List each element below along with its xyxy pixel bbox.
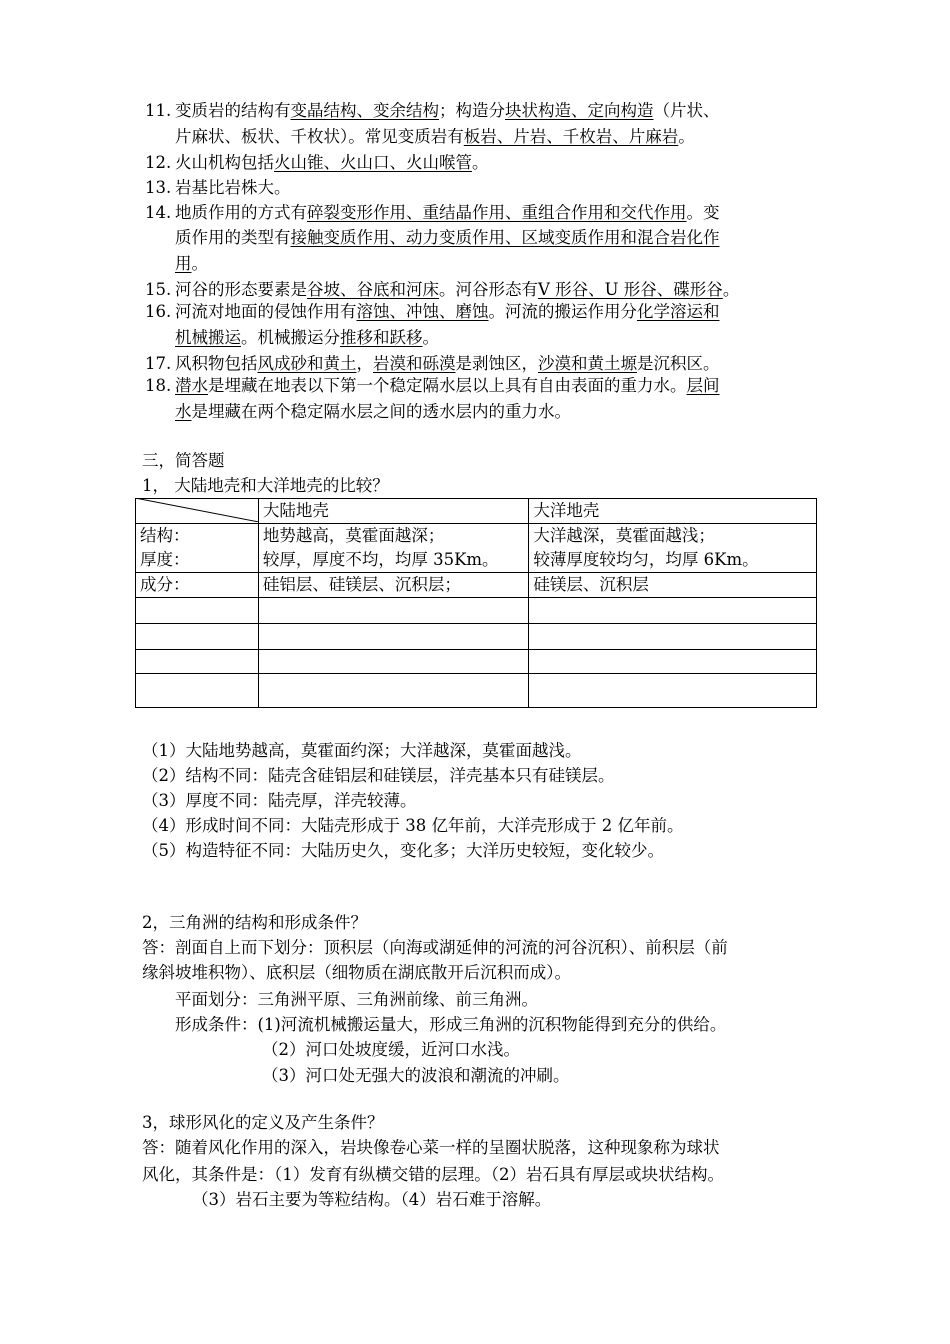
answer-underlined-text: V 形谷、U 形谷、碟形谷 bbox=[538, 280, 723, 299]
answer-underlined-text: 溶蚀、冲蚀、磨蚀 bbox=[356, 302, 489, 321]
item-number: 11. bbox=[145, 101, 172, 120]
fill-blank-item-line bbox=[145, 251, 208, 277]
q1-point: （1）大陆地势越高，莫霍面约深；大洋越深，莫霍面越浅。 bbox=[142, 741, 582, 760]
answer-text: 河流对地面的侵蚀作用有 bbox=[175, 302, 357, 321]
answer-text: 质作用的类型有 bbox=[175, 228, 291, 247]
table-cell bbox=[258, 598, 529, 624]
table-header-cell: 大陆地壳 bbox=[258, 499, 529, 524]
answer-underlined-text: 接触变质作用、动力变质作用、区域变质作用和混合岩化作 bbox=[290, 228, 720, 247]
fill-blank-item-line bbox=[145, 200, 720, 226]
answer-text: ， bbox=[356, 354, 373, 373]
table-row bbox=[136, 598, 817, 624]
answer-text: 是埋藏在两个稳定隔水层之间的透水层内的重力水。 bbox=[191, 402, 571, 421]
answer-text: 河谷的形态要素是 bbox=[175, 280, 307, 299]
fill-blank-item-line bbox=[145, 225, 720, 251]
answer-text: 。河流的搬运作用分 bbox=[488, 302, 637, 321]
answer-text: 。 bbox=[191, 254, 208, 273]
comparison-table bbox=[135, 498, 817, 708]
answer-text: 。 bbox=[472, 153, 489, 172]
answer-underlined-text: 沙漠和黄土塬 bbox=[538, 354, 637, 373]
q3-answer-line: 风化，其条件是：（1）发育有纵横交错的层理。（2）岩石具有厚层或块状结构。 bbox=[142, 1165, 724, 1184]
table-cell bbox=[136, 624, 259, 650]
answer-underlined-text: 化学溶运和 bbox=[637, 302, 720, 321]
fill-blank-item-line bbox=[145, 373, 720, 399]
table-cell: 成分： bbox=[136, 573, 259, 598]
table-cell bbox=[258, 650, 529, 674]
table-cell: 硅铝层、硅镁层、沉积层； bbox=[258, 573, 529, 598]
q1-point: （2）结构不同：陆壳含硅铝层和硅镁层，洋壳基本只有硅镁层。 bbox=[142, 766, 615, 785]
q2-answer-line: 平面划分：三角洲平原、三角洲前缘、前三角洲。 bbox=[175, 990, 538, 1009]
table-row bbox=[136, 650, 817, 674]
fill-blank-item-line bbox=[145, 124, 695, 150]
question-3-title: 3，球形风化的定义及产生条件？ bbox=[142, 1113, 384, 1132]
q1-point: （3）厚度不同：陆壳厚，洋壳较薄。 bbox=[142, 791, 417, 810]
fill-blank-item-line bbox=[145, 175, 291, 201]
answer-text: 。 bbox=[422, 328, 439, 347]
answer-text: 岩基比岩株大。 bbox=[175, 178, 291, 197]
table-cell bbox=[529, 624, 817, 650]
table-cell bbox=[529, 674, 817, 708]
item-number: 15. bbox=[145, 280, 172, 299]
fill-blank-item-line bbox=[145, 150, 489, 176]
answer-text: 火山机构包括 bbox=[175, 153, 274, 172]
answer-text: 地质作用的方式有 bbox=[175, 203, 307, 222]
section-title: 三，简答题 bbox=[142, 451, 225, 470]
table-cell bbox=[529, 598, 817, 624]
answer-underlined-text: 机械搬运 bbox=[175, 328, 241, 347]
table-cell: 较厚，厚度不均，均厚 35Km。 bbox=[258, 548, 529, 573]
question-1-title: 1， 大陆地壳和大洋地壳的比较？ bbox=[142, 476, 389, 495]
table-cell bbox=[136, 598, 259, 624]
q1-point: （5）构造特征不同：大陆历史久，变化多；大洋历史较短，变化较少。 bbox=[142, 841, 664, 860]
item-number: 17. bbox=[145, 354, 172, 373]
q2-answer-line: （2）河口处坡度缓，近河口水浅。 bbox=[262, 1040, 520, 1059]
table-cell: 地势越高，莫霍面越深； bbox=[258, 524, 529, 549]
answer-text: 。变 bbox=[686, 203, 720, 222]
q2-answer-line: 答：剖面自上而下划分：顶积层（向海或湖延伸的河流的河谷沉积）、前积层（前 bbox=[142, 938, 728, 957]
q2-answer-line: 缘斜坡堆积物）、底积层（细物质在湖底散开后沉积而成）。 bbox=[142, 963, 571, 982]
answer-text: 。 bbox=[678, 127, 695, 146]
answer-underlined-text: 用 bbox=[175, 254, 192, 273]
answer-text: 片麻状、板状、千枚状）。常见变质岩有 bbox=[175, 127, 464, 146]
answer-underlined-text: 潜水 bbox=[175, 376, 208, 395]
table-cell: 硅镁层、沉积层 bbox=[529, 573, 817, 598]
table-cell: 大洋越深，莫霍面越浅； bbox=[529, 524, 817, 549]
table-header-cell: 大洋地壳 bbox=[529, 499, 817, 524]
answer-text: 风积物包括 bbox=[175, 354, 258, 373]
fill-blank-item-line bbox=[145, 299, 720, 325]
q2-answer-line: 形成条件：(1)河流机械搬运量大，形成三角洲的沉积物能得到充分的供给。 bbox=[175, 1015, 727, 1034]
table-row bbox=[136, 674, 817, 708]
answer-text: ；构造分 bbox=[439, 101, 505, 120]
answer-text: （片状、 bbox=[653, 101, 720, 120]
answer-underlined-text: 谷坡、谷底和河床 bbox=[307, 280, 439, 299]
answer-text: 。机械搬运分 bbox=[241, 328, 340, 347]
item-number: 16. bbox=[145, 302, 172, 321]
table-row bbox=[136, 624, 817, 650]
table-cell bbox=[258, 674, 529, 708]
q3-answer-line: （3）岩石主要为等粒结构。（4）岩石难于溶解。 bbox=[192, 1190, 552, 1209]
answer-underlined-text: 水 bbox=[175, 402, 192, 421]
table-diagonal-line bbox=[135, 498, 259, 522]
table-row bbox=[136, 524, 817, 549]
answer-text: 是埋藏在地表以下第一个稳定隔水层以上具有自由表面的重力水。 bbox=[208, 376, 687, 395]
answer-text: 变质岩的结构有 bbox=[175, 101, 291, 120]
item-number: 13. bbox=[145, 178, 172, 197]
fill-blank-item-line bbox=[145, 399, 571, 425]
table-row bbox=[136, 548, 817, 573]
answer-underlined-text: 变晶结构、变余结构 bbox=[290, 101, 439, 120]
answer-underlined-text: 板岩、片岩、千枚岩、片麻岩 bbox=[463, 127, 679, 146]
answer-text: 。河谷形态有 bbox=[439, 280, 538, 299]
table-cell bbox=[136, 650, 259, 674]
answer-underlined-text: 火山锥、火山口、火山喉管 bbox=[274, 153, 472, 172]
q2-answer-line: （3）河口处无强大的波浪和潮流的冲刷。 bbox=[262, 1066, 570, 1085]
table-row bbox=[136, 573, 817, 598]
table-cell: 较薄厚度较均匀，均厚 6Km。 bbox=[529, 548, 817, 573]
item-number: 12. bbox=[145, 153, 172, 172]
table-cell bbox=[136, 674, 259, 708]
table-cell bbox=[529, 650, 817, 674]
table-cell: 厚度： bbox=[136, 548, 259, 573]
table-cell: 结构： bbox=[136, 524, 259, 549]
q1-point: （4）形成时间不同：大陆壳形成于 38 亿年前，大洋壳形成于 2 亿年前。 bbox=[142, 816, 684, 835]
answer-underlined-text: 岩漠和砾漠 bbox=[373, 354, 456, 373]
item-number: 14. bbox=[145, 203, 172, 222]
q3-answer-line: 答：随着风化作用的深入，岩块像卷心菜一样的呈圈状脱落，这种现象称为球状 bbox=[142, 1138, 720, 1157]
answer-text: 是剥蚀区， bbox=[455, 354, 538, 373]
fill-blank-item-line bbox=[145, 325, 439, 351]
fill-blank-item-line bbox=[145, 98, 720, 124]
question-2-title: 2，三角洲的结构和形成条件？ bbox=[142, 913, 367, 932]
answer-underlined-text: 碎裂变形作用、重结晶作用、重组合作用和交代作用 bbox=[307, 203, 687, 222]
answer-underlined-text: 块状构造、定向构造 bbox=[505, 101, 654, 120]
answer-text: 是沉积区。 bbox=[637, 354, 720, 373]
table-cell bbox=[258, 624, 529, 650]
item-number: 18. bbox=[145, 376, 172, 395]
answer-underlined-text: 层间 bbox=[686, 376, 720, 395]
answer-underlined-text: 推移和跃移 bbox=[340, 328, 423, 347]
answer-underlined-text: 风成砂和黄土 bbox=[257, 354, 357, 373]
answer-text: 。 bbox=[722, 280, 740, 299]
